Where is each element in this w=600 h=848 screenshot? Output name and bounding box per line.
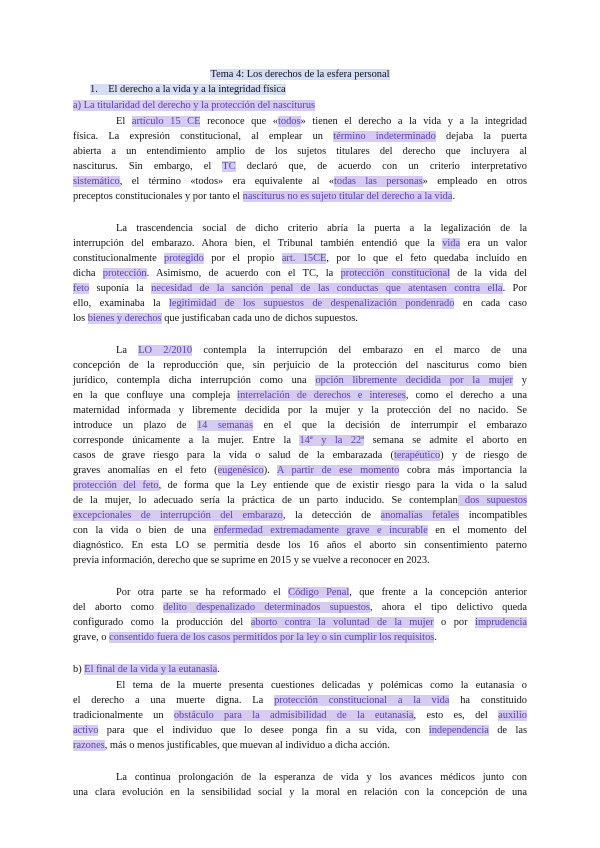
paragraph-line: corresponde únicamente a la mujer. Entre la 14ª y la 22ª semana se admite el aborto en [73, 435, 527, 446]
paragraph-line: feto suponía la necesidad de la sanción penal de las conductas que atentasen contra ella. Por [73, 283, 527, 294]
paragraph-line: concepción de la reproducción que, sin perjuicio de la protección del nasciturus como bien [73, 360, 527, 371]
section-heading: 1. El derecho a la vida y a la integridad física [90, 84, 286, 95]
paragraph-line: preceptos constitucionales y por tanto el nasciturus no es sujeto titular del derecho a la vida. [73, 191, 456, 202]
paragraph-line: Por otra parte se ha reformado el Código Penal, que frente a la concepción anterior [116, 587, 527, 598]
paragraph-line: física. La expresión constitucional, al emplear un término indeterminado dejaba la puerta [73, 131, 528, 142]
subsection-heading-b: b) El final de la vida y la eutanasia. [73, 664, 220, 675]
paragraph-line: del aborto como delito despenalizado determinados supuestos, ahora el tipo delictivo queda [73, 602, 527, 613]
paragraph-line: previa información, derecho que se suprime en 2015 y se vuelve a reconocer en 2023. [73, 555, 430, 566]
paragraph-line: jurídico, contempla dicha interrupción como una opción libremente decidida por la mujer y [73, 375, 527, 386]
paragraph-line: razones, más o menos justificables, que muevan al individuo a dicha acción. [73, 740, 390, 751]
paragraph-line: ello, examinaba la legitimidad de los supuestos de despenalización pondenrado en cada caso [73, 298, 528, 309]
paragraph-line: abierta a un entendimiento amplio de los sujetos titulares del derecho que incluyera al [73, 146, 527, 157]
paragraph-line: grave, o consentido fuera de los casos permitidos por la ley o sin cumplir los requisitos. [73, 632, 437, 643]
paragraph-line: casos de grave riesgo para la vida o salud de la embarazada (terapéutico) y de riesgo de [73, 450, 527, 461]
paragraph-line: de la mujer, lo adecuado sería la práctica de un parto inducido. Se contemplan dos supuestos [73, 495, 528, 506]
paragraph-line: La continua prolongación de la esperanza de vida y los avances médicos junto con [116, 772, 527, 783]
document-title: Tema 4: Los derechos de la esfera personal [210, 69, 390, 80]
paragraph-line: en la que confluye una compleja interrelación de derechos e intereses, como el derecho a una [73, 390, 527, 401]
paragraph-line: dicha protección. Asimismo, de acuerdo con el TC, la protección constitucional de la vida del [73, 268, 527, 279]
paragraph-line: graves anomalías en el feto (eugenésico). A partir de ese momento cobra más importancia la [73, 465, 527, 476]
paragraph-line: maternidad informada y libremente decidida por la mujer y la protección del no nacido. Se [73, 405, 527, 416]
paragraph-line: nasciturus. Sin embargo, el TC declaró que, de acuerdo con un criterio interpretativo [73, 161, 527, 172]
paragraph-line: constitucionalmente protegido por el propio art. 15CE, por lo que el feto quedaba incluido en [73, 253, 527, 264]
paragraph-line: diagnóstico. En esta LO se permitía desde los 16 años el aborto sin consentimiento paterno [73, 540, 527, 551]
paragraph-line: el derecho a una muerte digna. La protección constitucional a la vida ha constituido [73, 695, 528, 706]
paragraph-line: una clara evolución en la sensibilidad social y la moral en relación con la concepción de una [73, 787, 527, 798]
paragraph-line: excepcionales de interrupción del embarazo, la detección de anomalías fetales incompatibles [73, 510, 528, 521]
paragraph-line: El artículo 15 CE reconoce que «todos» tienen el derecho a la vida y a la integridad [116, 116, 527, 127]
paragraph-line: con la vida o bien de una enfermedad extremadamente grave e incurable en el momento del [73, 525, 527, 536]
paragraph-line: La LO 2/2010 contempla la interrupción del embarazo en el marco de una [116, 345, 528, 356]
paragraph-line: tradicionalmente un obstáculo para la admisibilidad de la eutanasia, esto es, del auxilio [73, 710, 527, 721]
paragraph-line: introduce un plazo de 14 semanas en el que la decisión de interrumpir el embarazo [73, 420, 527, 431]
paragraph-line: interrupción del embarazo. Ahora bien, el Tribunal también entendió que la vida era un valor [73, 238, 527, 249]
paragraph-line: activo para que el individuo que lo desee ponga fin a su vida, con independencia de las [73, 725, 528, 736]
paragraph-line: La trascendencia social de dicho criterio abría la puerta a la legalización de la [116, 223, 527, 234]
paragraph-line: configurado como la producción del aborto contra la voluntad de la mujer o por imprudencia [73, 617, 528, 628]
paragraph-line: los bienes y derechos que justificaban cada uno de dichos supuestos. [73, 313, 358, 324]
paragraph-line: protección del feto, de forma que la Ley entiende que de existir riesgo para la vida o la salud [73, 480, 527, 491]
paragraph-line: sistemático, el término «todos» era equivalente al «todas las personas» empleado en otros [73, 176, 527, 187]
paragraph-line: El tema de la muerte presenta cuestiones delicadas y polémicas como la eutanasia o [116, 680, 527, 691]
subsection-heading-a: a) La titularidad del derecho y la protección del nasciturus [73, 100, 316, 111]
